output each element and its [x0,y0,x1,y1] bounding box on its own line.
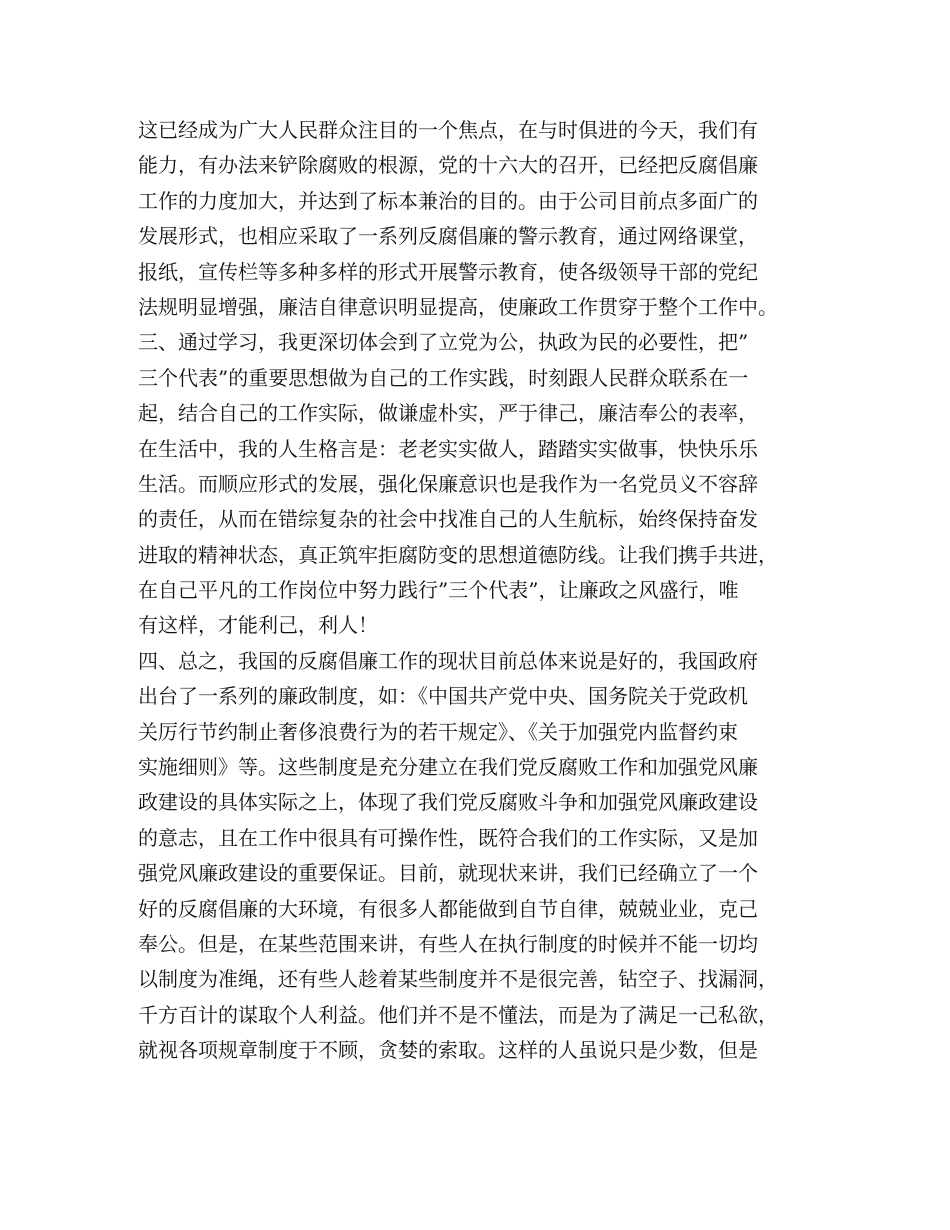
text-line: 进取的精神状态，真正筑牢拒腐防变的思想道德防线。让我们携手共进， [138,542,778,567]
text-line: 三个代表”的重要思想做为自己的工作实践，时刻跟人民群众联系在一 [138,365,749,390]
text-line: 四、总之，我国的反腐倡廉工作的现状目前总体来说是好的，我国政府 [138,648,758,673]
text-line: 发展形式，也相应采取了一系列反腐倡廉的警示教育，通过网络课堂， [138,224,758,249]
text-line: 的意志，且在工作中很具有可操作性，既符合我们的工作实际，又是加 [138,825,758,850]
text-line: 工作的力度加大，并达到了标本兼治的目的。由于公司目前点多面广的 [138,188,758,213]
text-line: 能力，有办法来铲除腐败的根源，党的十六大的召开，已经把反腐倡廉 [138,153,758,178]
text-line: 在自己平凡的工作岗位中努力践行”三个代表”，让廉政之风盛行，唯 [138,578,739,603]
text-line: 报纸，宣传栏等多种多样的形式开展警示教育，使各级领导干部的党纪 [138,259,758,284]
text-line: 有这样，才能利己，利人！ [138,613,378,638]
text-line: 就视各项规章制度于不顾，贪婪的索取。这样的人虽说只是少数，但是 [138,1038,758,1063]
text-line: 政建设的具体实际之上，体现了我们党反腐败斗争和加强党风廉政建设 [138,790,758,815]
body-text [138,113,838,1069]
text-line: 起，结合自己的工作实际，做谦虚朴实，严于律己，廉洁奉公的表率， [138,401,758,426]
text-line: 的责任，从而在错综复杂的社会中找准自己的人生航标，始终保持奋发 [138,507,758,532]
text-line: 在生活中，我的人生格言是：老老实实做人，踏踏实实做事，快快乐乐 [138,436,758,461]
text-line: 奉公。但是，在某些范围来讲，有些人在执行制度的时候并不能一切均 [138,931,758,956]
text-line: 出台了一系列的廉政制度，如：《中国共产党中央、国务院关于党政机 [138,684,748,709]
text-line: 法规明显增强，廉洁自律意识明显提高，使廉政工作贯穿于整个工作中。 [138,294,778,319]
text-line: 千方百计的谋取个人利益。他们并不是不懂法，而是为了满足一己私欲， [138,1002,778,1027]
text-line: 强党风廉政建设的重要保证。目前，就现状来讲，我们已经确立了一个 [138,861,758,886]
text-line: 这已经成为广大人民群众注目的一个焦点，在与时俱进的今天，我们有 [138,118,758,142]
text-line: 三、通过学习，我更深切体会到了立党为公，执政为民的必要性，把” [138,330,749,355]
text-line: 关厉行节约制止奢侈浪费行为的若干规定》、《关于加强党内监督约束 [138,719,738,744]
text-line: 实施细则》等。这些制度是充分建立在我们党反腐败工作和加强党风廉 [138,755,758,780]
text-line: 以制度为准绳，还有些人趁着某些制度并不是很完善，钻空子、找漏洞， [138,967,778,992]
text-line: 生活。而顺应形式的发展，强化保廉意识也是我作为一名党员义不容辞 [138,471,758,496]
text-line: 好的反腐倡廉的大环境，有很多人都能做到自节自律，兢兢业业，克己 [138,896,758,921]
